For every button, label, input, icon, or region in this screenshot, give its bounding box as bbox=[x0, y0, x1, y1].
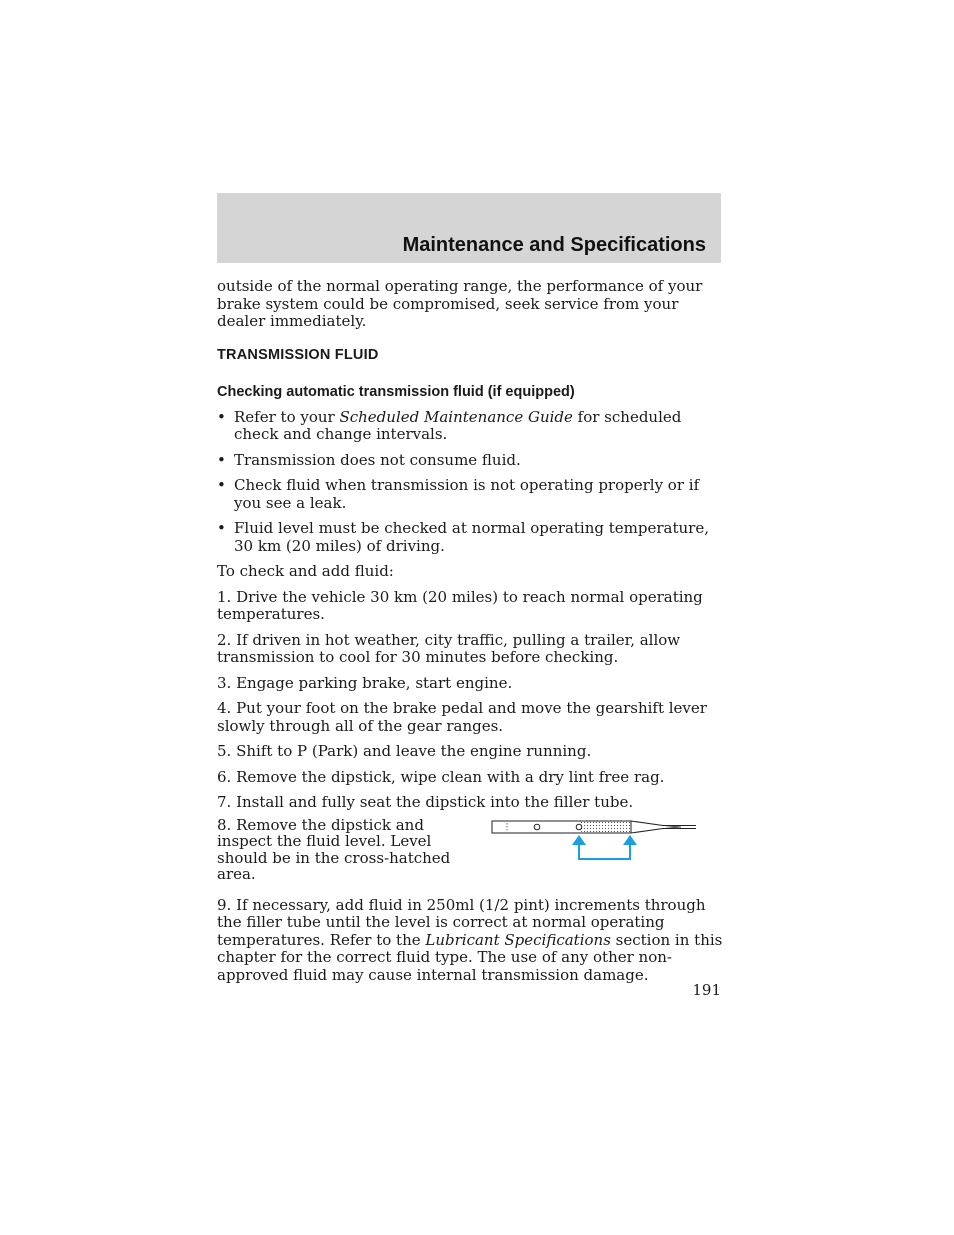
step-6: 6. Remove the dipstick, wipe clean with a dry lint free rag. bbox=[217, 767, 665, 786]
step-3: 3. Engage parking brake, start engine. bbox=[217, 673, 513, 692]
bullet-text: for scheduled check and change intervals. bbox=[234, 407, 682, 443]
maintenance-guide-reference: Scheduled Maintenance Guide bbox=[339, 407, 573, 426]
section-header-band bbox=[217, 193, 721, 263]
bullet-item bbox=[217, 409, 723, 444]
section-header-title: Maintenance and Specifications bbox=[402, 234, 706, 256]
bullet-item: • Fluid level must be checked at normal operating temperature, 30 km (20 miles) of driving. bbox=[217, 520, 723, 555]
step-2: 2. If driven in hot weather, city traffic, pulling a trailer, allow transmission to cool for 30 minutes before checking. bbox=[217, 630, 681, 666]
step-4: 4. Put your foot on the brake pedal and move the gearshift lever slowly through all of the gear ranges. bbox=[217, 699, 707, 735]
subsection-heading: Checking automatic transmission fluid (if equipped) bbox=[217, 384, 575, 400]
bullet-item: • Check fluid when transmission is not operating properly or if you see a leak. bbox=[217, 477, 723, 512]
page-content bbox=[217, 278, 723, 984]
step-7: 7. Install and fully seat the dipstick into the filler tube. bbox=[217, 793, 634, 811]
add-mark bbox=[534, 824, 540, 830]
bullet-text: Refer to your bbox=[234, 407, 340, 426]
dipstick-diagram bbox=[491, 819, 701, 867]
dipstick-illustration bbox=[491, 819, 701, 872]
step-9-text: section in this chapter for the correct fluid type. The use of any other non-approved fluid may cause internal transmission damage. bbox=[217, 930, 723, 984]
lead-in-text: To check and add fluid: bbox=[217, 562, 394, 580]
intro-paragraph: outside of the normal operating range, the performance of your brake system could be compromised, seek service from your dealer immediately. bbox=[217, 277, 703, 330]
arrow-up-icon bbox=[623, 835, 637, 845]
bullet-list bbox=[217, 409, 723, 556]
step-1: 1. Drive the vehicle 30 km (20 miles) to reach normal operating temperatures. bbox=[217, 587, 703, 623]
page-number: 191 bbox=[692, 981, 721, 999]
full-mark bbox=[576, 824, 582, 830]
bullet-item: • Transmission does not consume fluid. bbox=[217, 452, 723, 470]
dipstick-blade bbox=[492, 821, 696, 833]
step-9-text: 9. If necessary, add fluid in 250ml (1/2 pint) increments through the filler tube until the level is correct at normal operating temperatures. Refer to the bbox=[217, 895, 706, 949]
section-heading: TRANSMISSION FLUID bbox=[217, 346, 379, 363]
step-9 bbox=[217, 897, 723, 985]
step-8-row bbox=[217, 817, 723, 883]
step-5: 5. Shift to P (Park) and leave the engine running. bbox=[217, 742, 592, 760]
step-8: 8. Remove the dipstick and inspect the fluid level. Level should be in the cross-hatched area. bbox=[217, 815, 451, 883]
level-range-arrows bbox=[572, 835, 637, 859]
cross-hatched-area bbox=[580, 822, 631, 832]
arrow-up-icon bbox=[572, 835, 586, 845]
lubricant-specifications-reference: Lubricant Specifications bbox=[425, 930, 611, 949]
